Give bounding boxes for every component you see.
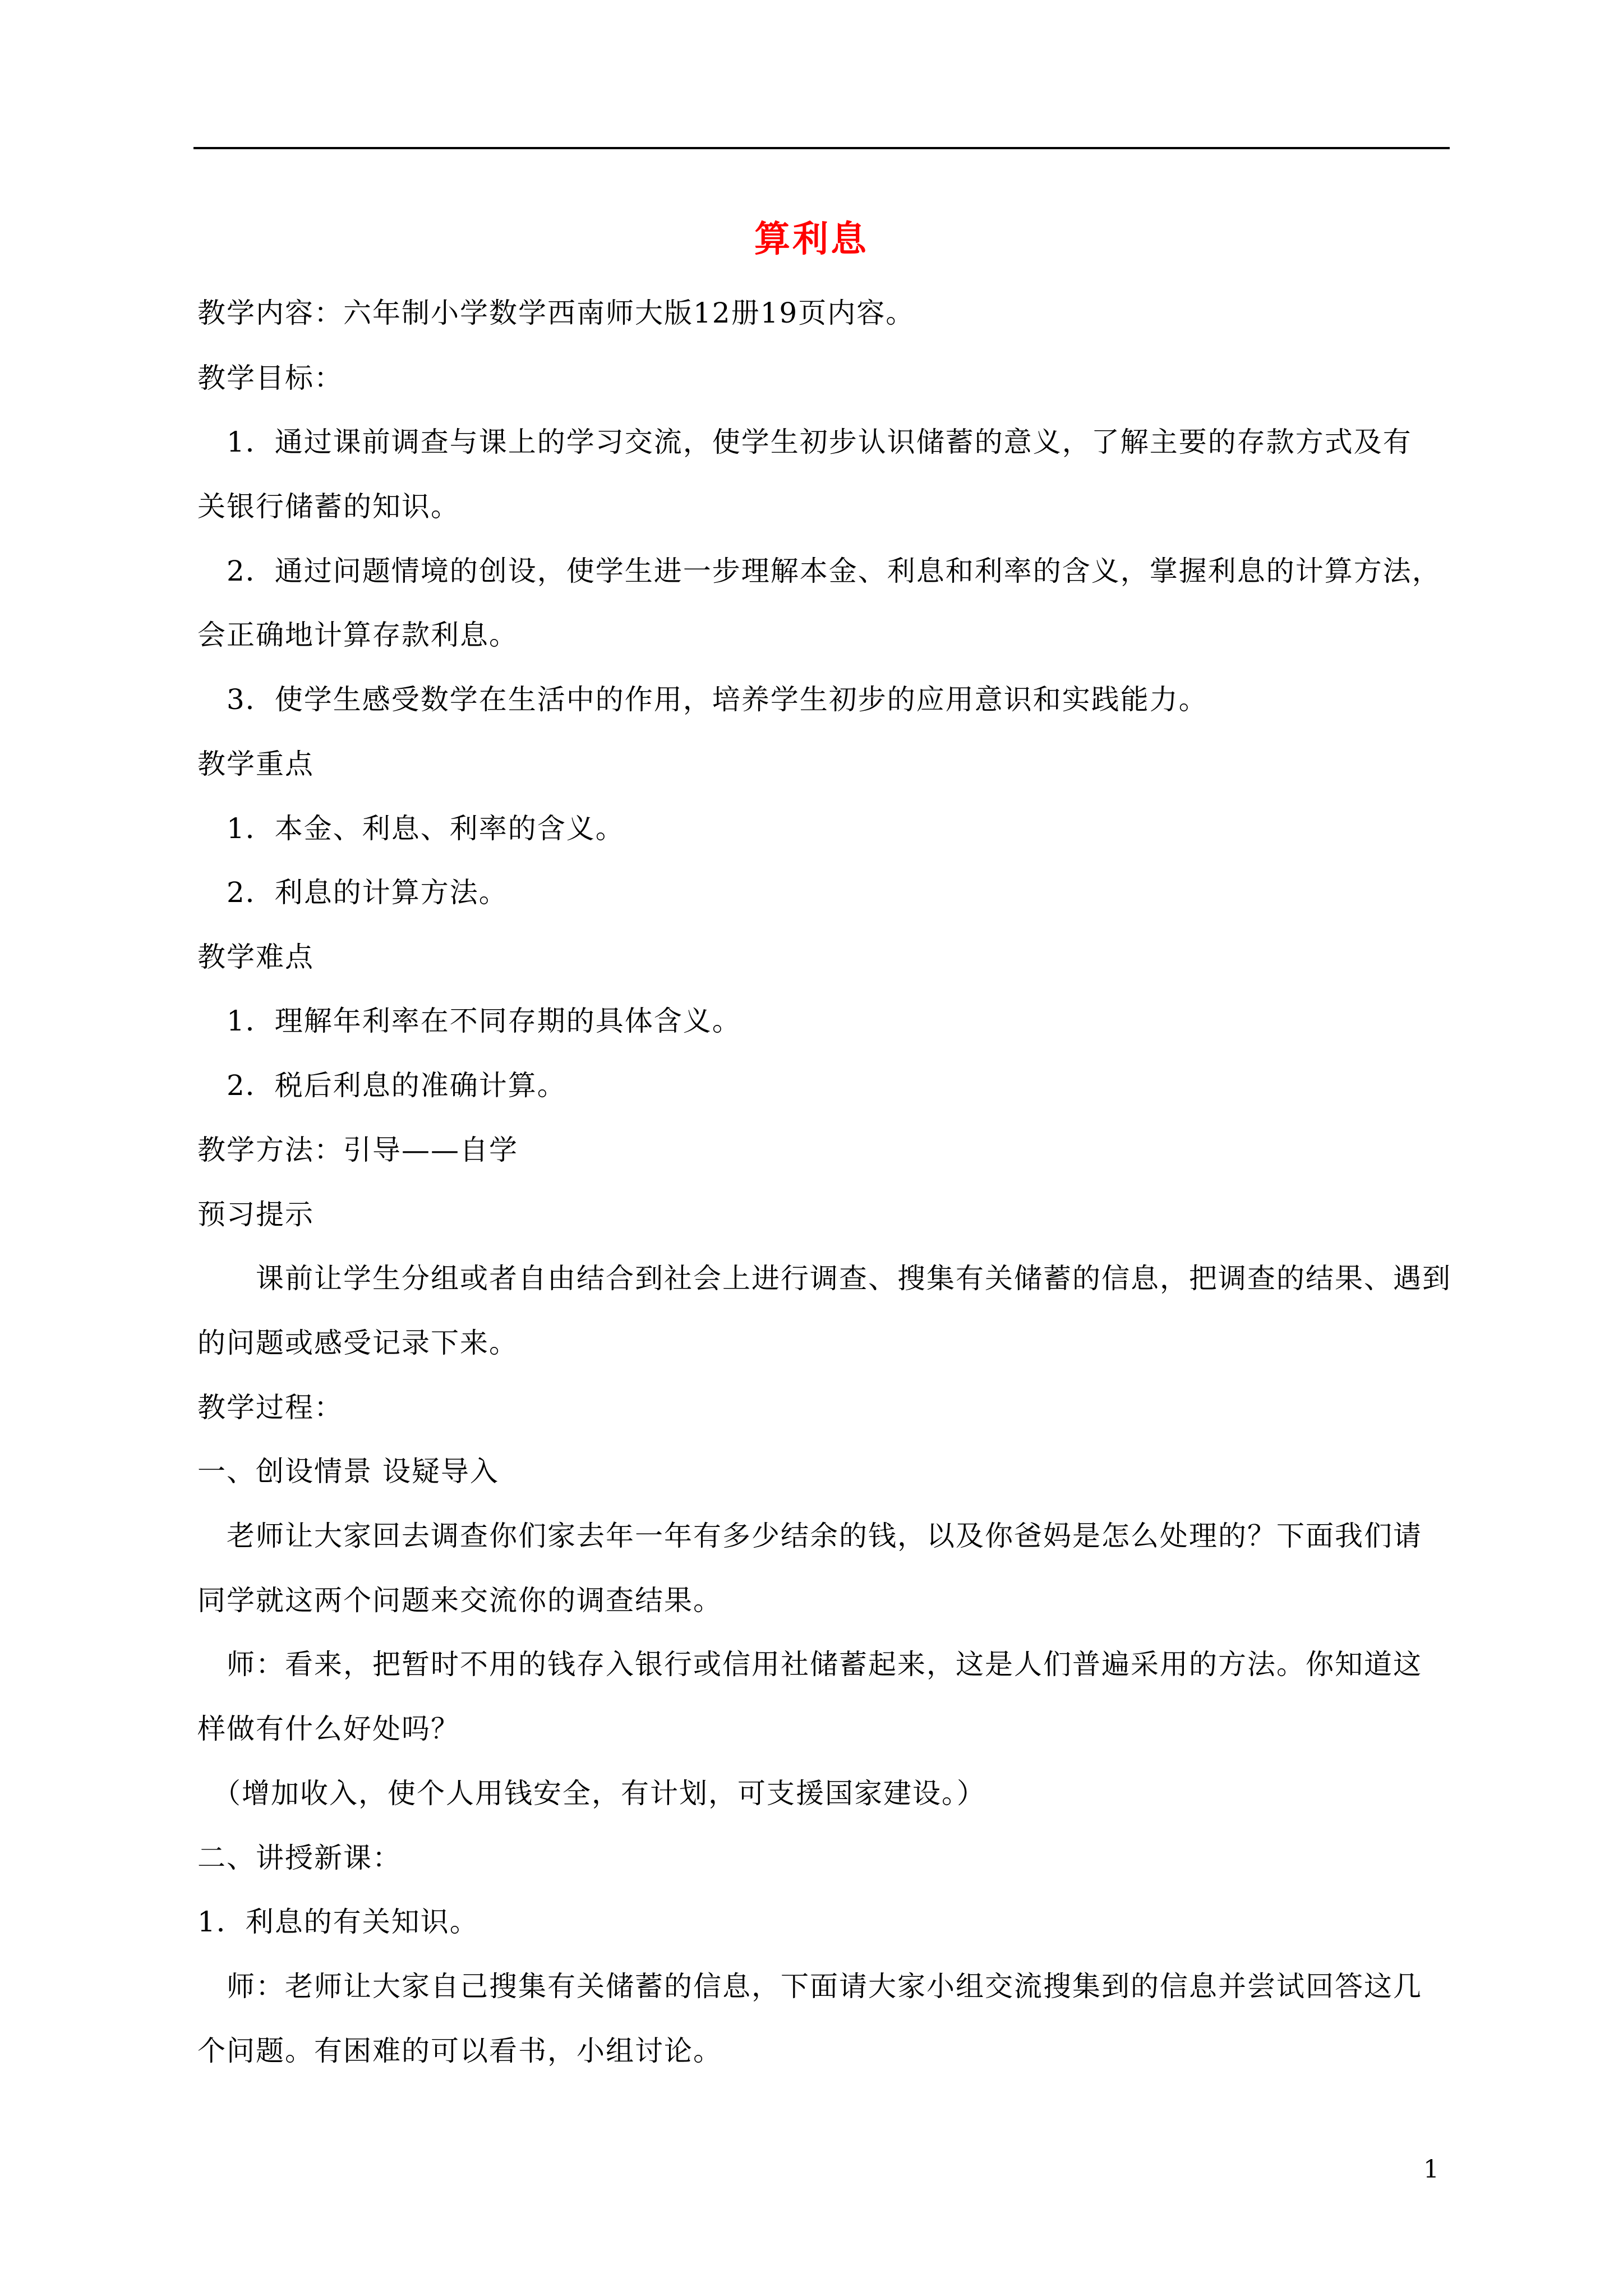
body-line: 教学重点: [197, 748, 314, 780]
body-line: 1．利息的有关知识。: [197, 1906, 479, 1938]
body-line: 1．理解年利率在不同存期的具体含义。: [197, 1005, 741, 1037]
body-line: 2．通过问题情境的创设，使学生进一步理解本金、利息和利率的含义，掌握利息的计算方法，: [197, 555, 1441, 587]
body-line: 二、讲授新课：: [197, 1842, 402, 1874]
body-line: 1．本金、利息、利率的含义。: [197, 812, 625, 845]
body-line: 教学难点: [197, 941, 314, 973]
body-line: 老师让大家回去调查你们家去年一年有多少结余的钱，以及你爸妈是怎么处理的？下面我们请: [197, 1520, 1422, 1552]
body-line: 同学就这两个问题来交流你的调查结果。: [197, 1584, 722, 1617]
body-line: 1．通过课前调查与课上的学习交流，使学生初步认识储蓄的意义，了解主要的存款方式及有: [197, 426, 1412, 458]
body-line: 一、创设情景 设疑导入: [197, 1455, 499, 1488]
body-line: 师：老师让大家自己搜集有关储蓄的信息，下面请大家小组交流搜集到的信息并尝试回答这几: [197, 1970, 1422, 2003]
document-title: 算利息: [754, 218, 869, 260]
body-line: 教学过程：: [197, 1391, 343, 1424]
body-line: 2．税后利息的准确计算。: [197, 1069, 566, 1102]
body-line: 师：看来，把暂时不用的钱存入银行或信用社储蓄起来，这是人们普遍采用的方法。你知道这: [197, 1648, 1422, 1681]
body-line: 预习提示: [197, 1198, 314, 1231]
body-line: 教学内容：六年制小学数学西南师大版12册19页内容。: [197, 297, 915, 329]
body-line: 课前让学生分组或者自由结合到社会上进行调查、搜集有关储蓄的信息，把调查的结果、遇到: [197, 1262, 1451, 1295]
body-line: 3．使学生感受数学在生活中的作用，培养学生初步的应用意识和实践能力。: [197, 683, 1208, 716]
body-line: 个问题。有困难的可以看书，小组讨论。: [197, 2035, 722, 2067]
body-line: 样做有什么好处吗？: [197, 1713, 460, 1745]
body-line: 会正确地计算存款利息。: [197, 619, 518, 651]
body-line: 教学方法：引导——自学: [197, 1134, 518, 1166]
body-line: （增加收入，使个人用钱安全，有计划，可支援国家建设。）: [197, 1777, 986, 1810]
body-line: 教学目标：: [197, 362, 343, 394]
body-line: 2．利息的计算方法。: [197, 876, 508, 909]
body-line: 关银行储蓄的知识。: [197, 490, 460, 523]
header-rule: [193, 147, 1450, 149]
page-number: 1: [1423, 2155, 1439, 2184]
body-line: 的问题或感受记录下来。: [197, 1327, 518, 1359]
